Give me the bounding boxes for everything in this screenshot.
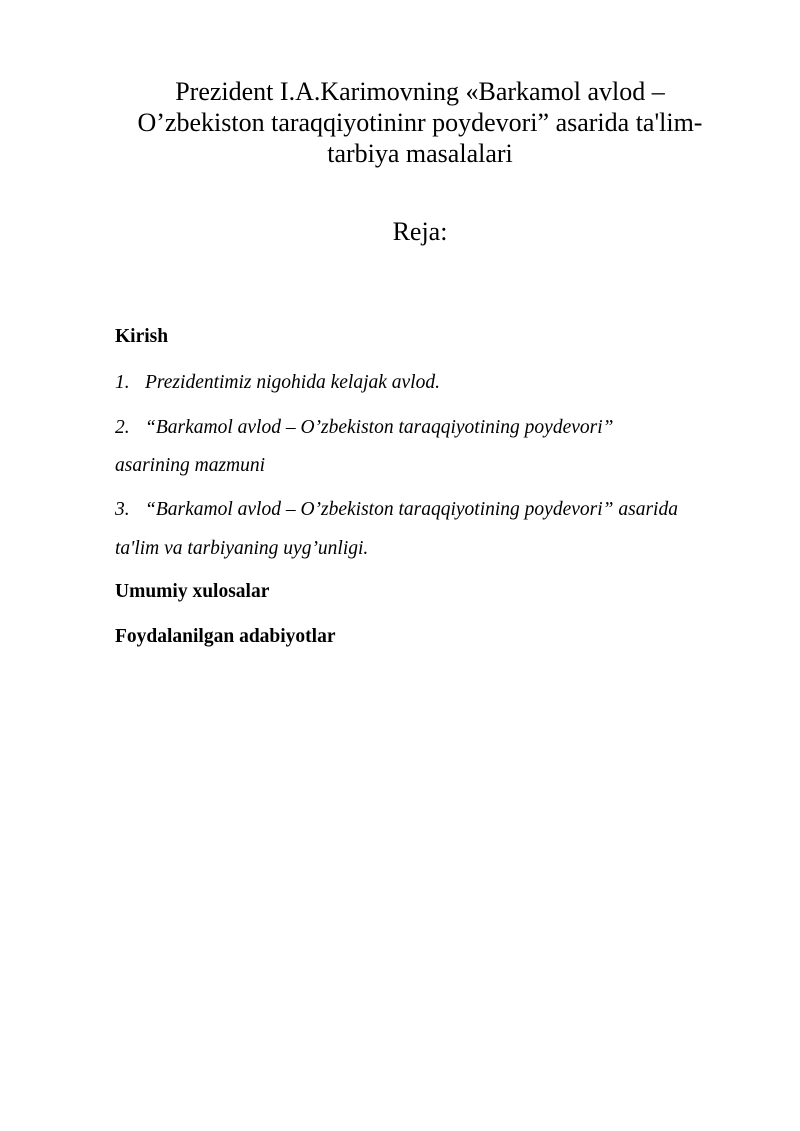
plan-item-2-text-line-1: “Barkamol avlod – O’zbekiston taraqqiyotining poydevori” (145, 417, 614, 438)
references-heading: Foydalanilgan adabiyotlar (115, 626, 336, 647)
title-line-1: Prezident I.A.Karimovning «Barkamol avlod – (175, 77, 665, 106)
title-line-2: O’zbekiston taraqqiyotininr poydevori” asarida ta'lim- (137, 108, 703, 137)
plan-item-1 (115, 371, 440, 395)
plan-item-3 (115, 498, 678, 522)
intro-heading: Kirish (115, 326, 169, 347)
title-line-3: tarbiya masalalari (327, 139, 513, 168)
plan-item-2 (115, 416, 614, 440)
plan-item-2-number: 2. (115, 417, 130, 438)
plan-item-3-number: 3. (115, 499, 130, 520)
plan-heading: Reja: (392, 217, 448, 246)
plan-item-3-text-line-1: “Barkamol avlod – O’zbekiston taraqqiyotining poydevori” asarida (145, 499, 678, 520)
document-title (110, 76, 730, 169)
plan-item-1-text: Prezidentimiz nigohida kelajak avlod. (145, 372, 440, 393)
plan-item-1-number: 1. (115, 372, 130, 393)
plan-item-3-text-line-2: ta'lim va tarbiyaning uyg’unligi. (115, 538, 369, 559)
conclusion-heading: Umumiy xulosalar (115, 581, 270, 602)
plan-item-2-text-line-2: asarining mazmuni (115, 455, 266, 476)
